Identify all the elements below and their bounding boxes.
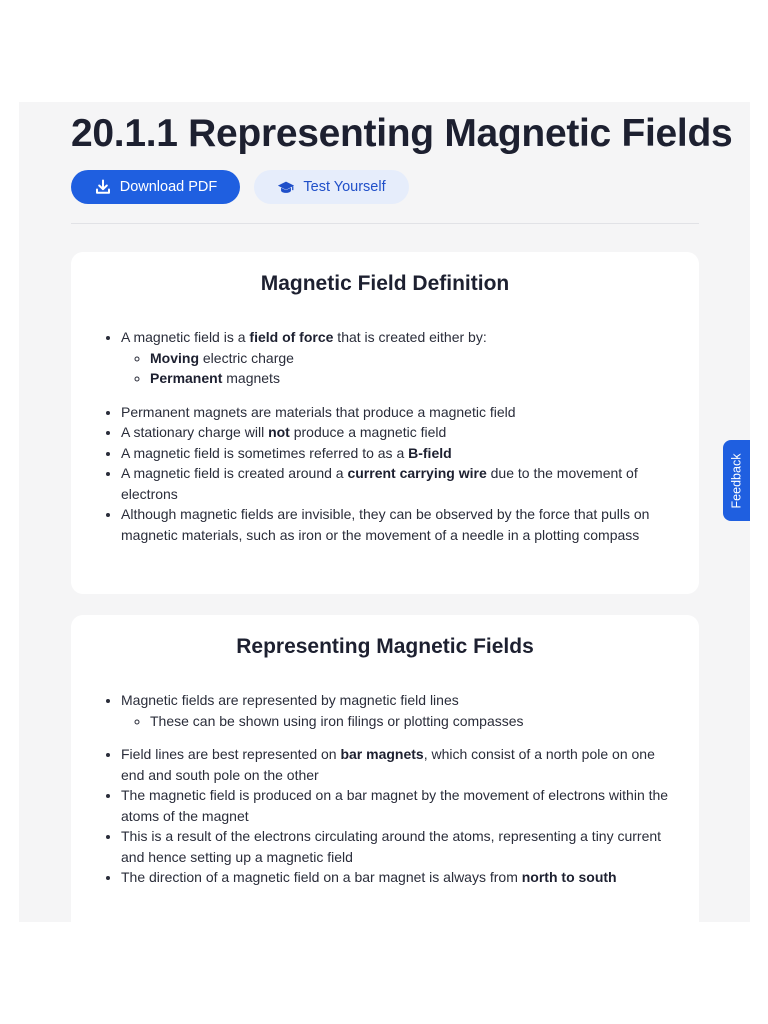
- list-item: [121, 690, 679, 731]
- bullet-bold: not: [268, 424, 290, 440]
- page-panel: [19, 102, 750, 922]
- definition-card: [71, 252, 699, 594]
- list-item: • Although magnetic fields are invisible, they can be observed by the force that pulls on magnetic materials, such as iron or the movement of a needle in a plotting compass: [121, 504, 679, 545]
- bullet-text: electric charge: [199, 349, 294, 366]
- definition-bullets-1: [121, 327, 679, 389]
- list-item: [121, 443, 679, 464]
- test-yourself-button[interactable]: [254, 170, 409, 204]
- definition-bullets-2: [121, 402, 679, 546]
- bullet-text: Magnetic fields are represented by magnetic field lines: [121, 692, 459, 708]
- representing-bullets-2: [121, 744, 679, 888]
- bullet-text: A magnetic field is sometimes referred to as a: [121, 444, 409, 461]
- list-item: [121, 422, 679, 443]
- bullet-bold: Permanent: [150, 370, 223, 386]
- graduation-cap-icon: [277, 178, 295, 196]
- sub-list: [150, 711, 679, 732]
- page-title: 20.1.1 Representing Magnetic Fields: [71, 112, 733, 155]
- test-yourself-label: Test Yourself: [303, 179, 386, 195]
- list-item: • The magnetic field is produced on a bar magnet by the movement of electrons within the atoms of the magnet: [121, 785, 679, 826]
- download-pdf-label: Download PDF: [119, 179, 218, 195]
- list-item: [121, 744, 679, 785]
- representing-card-title: Representing Magnetic Fields: [236, 635, 534, 658]
- bullet-text: A magnetic field is created around a: [121, 465, 348, 481]
- definition-card-title: Magnetic Field Definition: [260, 272, 510, 295]
- bullet-bold: Moving: [150, 349, 199, 366]
- representing-card: [71, 615, 699, 922]
- list-item: [150, 348, 679, 369]
- list-item: [121, 463, 679, 504]
- list-item: • Permanent magnets are materials that produce a magnetic field: [121, 402, 679, 423]
- bullet-bold: bar magnets: [340, 746, 424, 762]
- list-item: [121, 327, 679, 389]
- bullet-bold: B-field: [408, 444, 452, 461]
- list-item: • This is a result of the electrons circulating around the atoms, representing a tiny current and hence setting up a magnetic field: [121, 826, 679, 867]
- bullet-bold: north to south: [521, 869, 617, 885]
- list-item: [121, 867, 679, 888]
- sub-list: [150, 348, 679, 389]
- feedback-tab[interactable]: [723, 440, 750, 521]
- download-icon: [94, 178, 112, 196]
- bullet-text: magnets: [222, 370, 280, 386]
- bullet-text: that is created either by:: [333, 329, 487, 345]
- bullet-text: , which consist of a north pole on one end and south pole on the other: [121, 746, 655, 783]
- download-pdf-button[interactable]: [71, 170, 240, 204]
- bullet-bold: current carrying wire: [347, 465, 487, 481]
- bullet-text: Field lines are best represented on: [121, 746, 341, 762]
- list-item: [150, 368, 679, 389]
- bullet-text: due to the movement of electrons: [121, 465, 638, 502]
- bullet-bold: field of force: [249, 329, 334, 345]
- feedback-label: Feedback: [729, 453, 744, 508]
- bullet-text: The direction of a magnetic field on a bar magnet is always from: [121, 869, 522, 885]
- bullet-text: A magnetic field is a: [121, 329, 250, 345]
- bullet-text: produce a magnetic field: [289, 424, 447, 440]
- bullet-text: A stationary charge will: [121, 424, 269, 440]
- header-divider: [71, 223, 699, 224]
- list-item: ◦ These can be shown using iron filings or plotting compasses: [150, 711, 679, 732]
- representing-bullets-1: [121, 690, 679, 731]
